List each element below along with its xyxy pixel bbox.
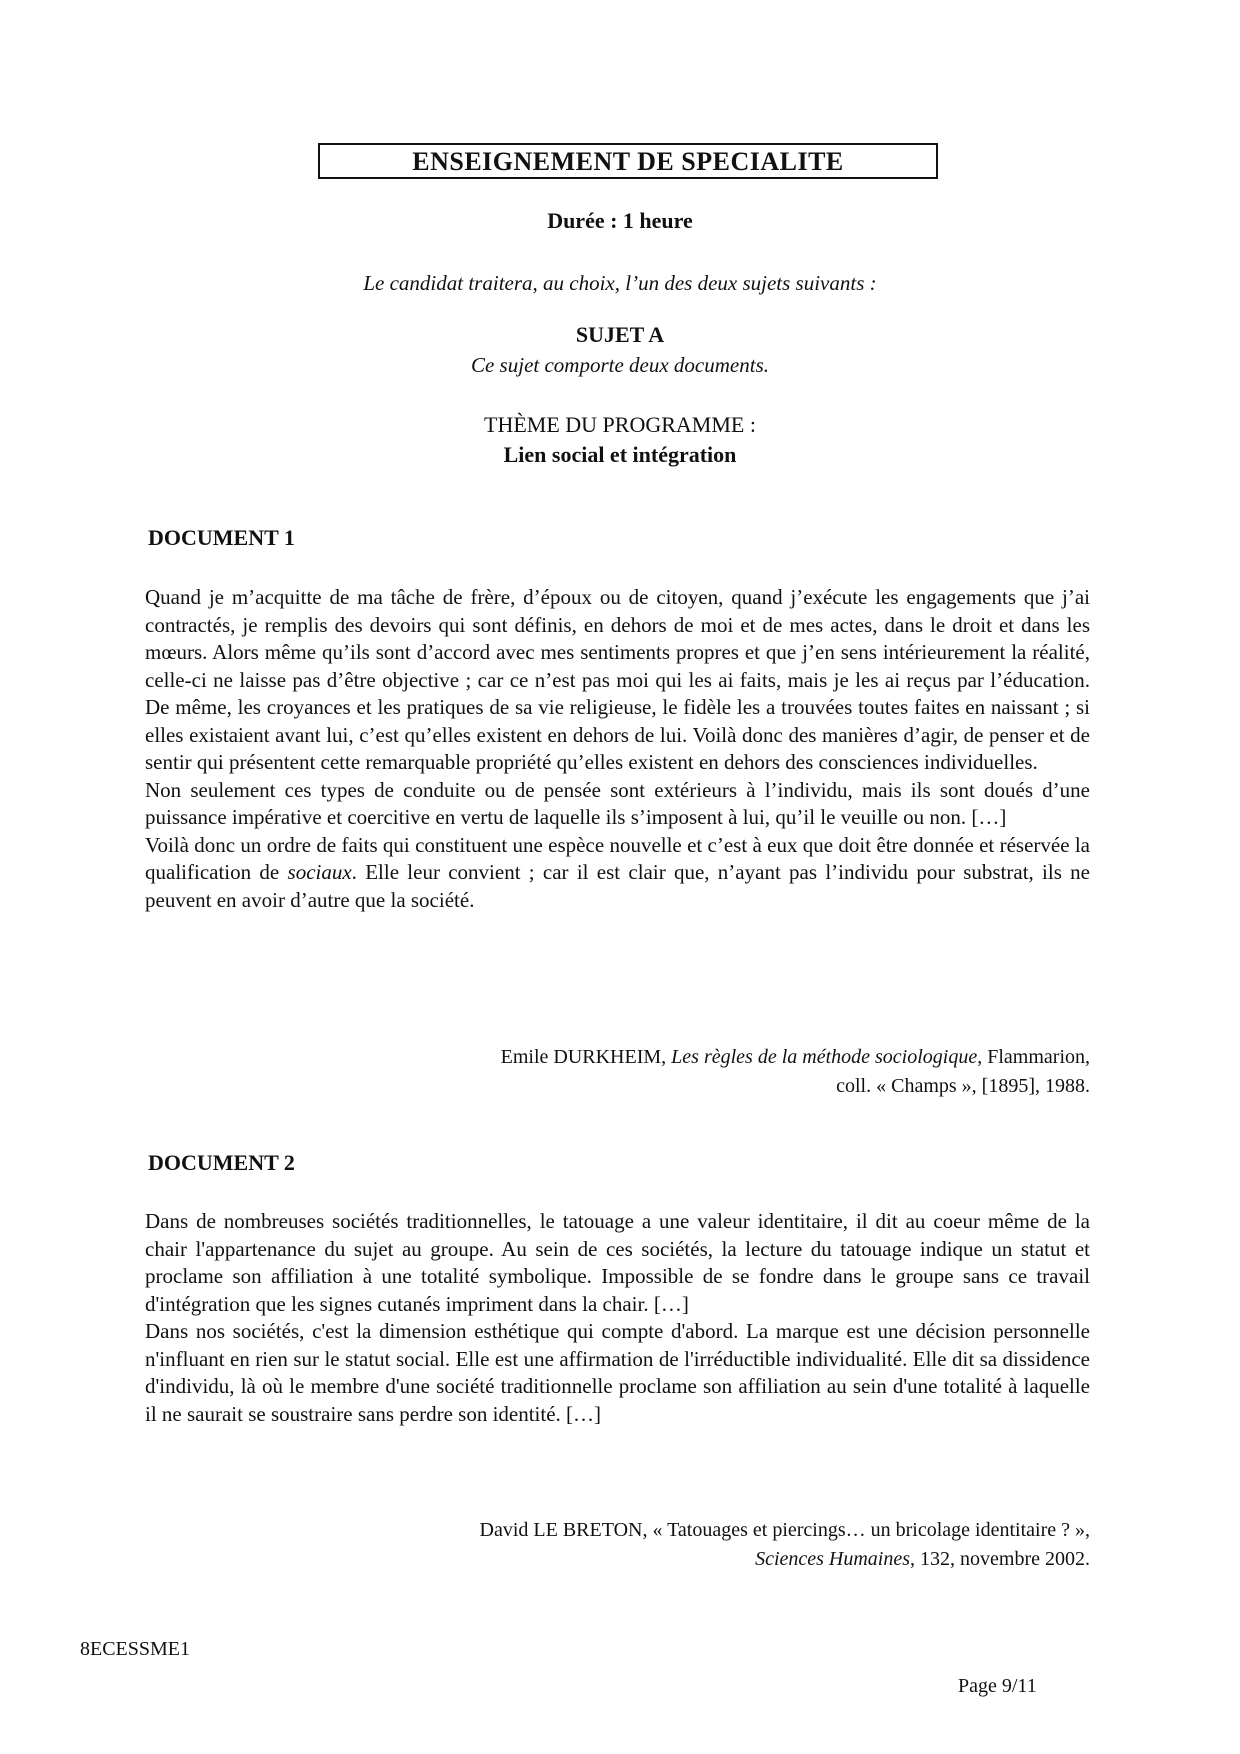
doc1-source-line-1 (501, 1043, 1090, 1072)
subject-title: SUJET A (575, 322, 665, 347)
exam-code: 8ECESSME1 (80, 1638, 191, 1660)
duration: Durée : 1 heure (547, 208, 693, 233)
page-number: Page 9/11 (958, 1675, 1037, 1697)
doc1-paragraph-3 (145, 832, 1090, 915)
doc1-paragraph-1: Quand je m’acquitte de ma tâche de frère, d’époux ou de citoyen, quand j’exécute les engagements que j’ai contractés, je remplis des devoirs qui sont définis, en dehors de moi et de mes actes, dans le droit et dans les mœurs. Alors même qu’ils sont d’accord avec mes sentiments propres et que j’en sens intérieurement la réalité, celle-ci ne laisse pas d’être objective ; car ce n’est pas moi qui les ai faits, mais je les ai reçus par l’éducation. De même, les croyances et les pratiques de sa vie religieuse, le fidèle les a trouvées toutes faites en naissant ; si elles existaient avant lui, c’est qu’elles existent en dehors de lui. Voilà donc des manières d’agir, de penser et de sentir qui présentent cette remarquable propriété qu’elles existent en dehors des consciences individuelles. (145, 585, 1090, 774)
doc1-source-work: Les règles de la méthode sociologique (671, 1046, 978, 1068)
document-1-source (501, 1043, 1090, 1101)
doc1-p3-end: . Elle leur convient ; car il est clair que, n’ayant pas l’individu pour substrat, ils ne peuvent en avoir d’autre que la société. (145, 860, 1090, 912)
theme-label: THÈME DU PROGRAMME : (484, 412, 756, 437)
instruction: Le candidat traitera, au choix, l’un des deux sujets suivants : (363, 271, 877, 295)
doc2-paragraph-2: Dans nos sociétés, c'est la dimension esthétique qui compte d'abord. La marque est une décision personnelle n'influant en rien sur le statut social. Elle est une affirmation de l'irréductible individualité. Elle dit sa dissidence d'individu, là où le membre d'une société traditionnelle proclame son affiliation au sein d'une totalité à laquelle il ne saurait se soustraire sans perdre son identité. […] (145, 1319, 1090, 1426)
section-title-box: ENSEIGNEMENT DE SPECIALITE (318, 143, 938, 179)
doc2-source-rest: , 132, novembre 2002. (910, 1548, 1090, 1570)
doc2-paragraph-1: Dans de nombreuses sociétés traditionnelles, le tatouage a une valeur identitaire, il dit au coeur même de la chair l'appartenance du sujet au groupe. Au sein de ces sociétés, la lecture du tatouage indique un statut et proclame son affiliation à une totalité symbolique. Impossible de se fondre dans le groupe sans ce travail d'intégration que les signes cutanés impriment dans la chair. […] (145, 1209, 1090, 1316)
document-2-heading: DOCUMENT 2 (148, 1150, 295, 1175)
doc2-source-journal: Sciences Humaines (755, 1548, 911, 1570)
doc1-p3-italic: sociaux (287, 860, 352, 884)
doc2-source-line-1: David LE BRETON, « Tatouages et piercings… un bricolage identitaire ? », (479, 1519, 1090, 1541)
subject-note: Ce sujet comporte deux documents. (470, 353, 769, 377)
doc2-source-line-2 (480, 1545, 1090, 1574)
doc1-paragraph-2: Non seulement ces types de conduite ou de pensée sont extérieurs à l’individu, mais ils sont doués d’une puissance impérative et coercitive en vertu de laquelle ils s’imposent à lui, qu’il le veuille ou non. […] (145, 777, 1090, 829)
theme-title: Lien social et intégration (503, 442, 737, 467)
doc1-source-author: Emile DURKHEIM, (500, 1046, 672, 1068)
document-1-text (145, 584, 1090, 914)
document-1-heading: DOCUMENT 1 (148, 525, 295, 550)
doc1-source-line-2: coll. « Champs », [1895], 1988. (836, 1075, 1090, 1097)
doc1-p3-start: Voilà donc un ordre de faits qui constituent une espèce nouvelle et c’est à eux que doit être donnée et réservée la qualification de (145, 832, 1090, 884)
document-2-text (145, 1208, 1090, 1428)
doc1-source-publisher: , Flammarion, (977, 1046, 1090, 1068)
document-2-source (480, 1516, 1090, 1574)
